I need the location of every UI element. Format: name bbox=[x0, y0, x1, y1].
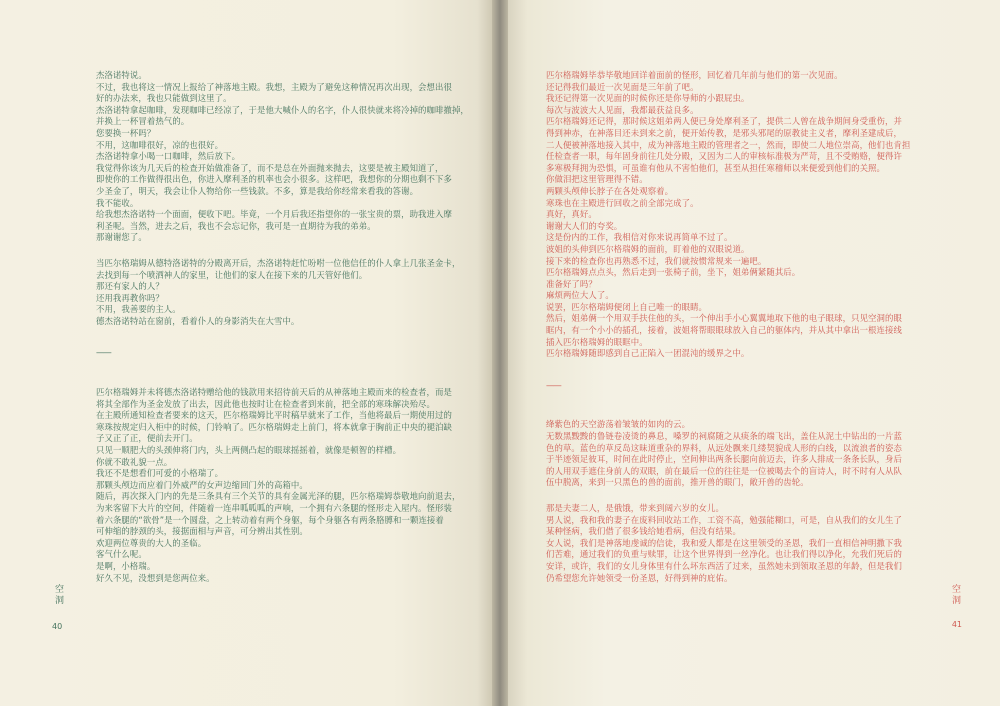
paragraph-gap bbox=[546, 489, 914, 503]
text-line: 即使你的工作做得很出色，你进入摩利圣的机率也会小很多。这样吧，我想你的分期也剩不下多 bbox=[96, 174, 452, 185]
text-line: 是啊，小格瑞。 bbox=[96, 560, 156, 571]
text-line: 我觉得你该为几天后的检查开始做准备了，而不是总在外面抛来抛去，这要是被主殿知道了， bbox=[96, 162, 444, 173]
text-line: 某种怪病，我们借了很多钱给她看病，但没有结果。 bbox=[546, 526, 741, 537]
book-gutter bbox=[492, 0, 508, 706]
text-line: 寒珠也在主殿进行回收之前全部完成了。 bbox=[546, 197, 699, 208]
paragraph-gap bbox=[546, 405, 914, 419]
text-line: 说罢，匹尔格瑞姆便闭上自己唯一的眼睛。 bbox=[546, 301, 708, 312]
text-line: 客气什么呢。 bbox=[96, 549, 147, 560]
left-page bbox=[0, 0, 492, 706]
text-line: 你做泪把这里管理得不错。 bbox=[546, 174, 648, 185]
right-page bbox=[508, 0, 1000, 706]
paragraph-gap bbox=[96, 244, 464, 258]
text-line: 杰洛诺特说。 bbox=[96, 70, 147, 80]
paragraph-gap bbox=[96, 327, 464, 341]
text-line: 们苦难，通过我们的负重与赎罪，让这个世界得到一丝净化。也让我们得以净化，允我们死后的 bbox=[546, 549, 902, 560]
text-line: 我不能收。 bbox=[96, 197, 139, 208]
text-line: 去找到每一个喷洒神人的家里，让他们的家人在接下来的几天管好他们。 bbox=[96, 269, 368, 280]
text-line: 为来客留下大片的空间，伴随着一连串呱呱呱的声响，一个拥有六条腿的怪形走入屋内。怪形装 bbox=[96, 503, 452, 513]
text-line: 两颗头颅伸长脖子在各处观察着。 bbox=[546, 185, 674, 196]
text-line: 那谢谢您了。 bbox=[96, 232, 147, 243]
text-line: 好久不见，没想到是您两位来。 bbox=[96, 572, 215, 583]
text-line: 匹尔格瑞姆毕恭毕敬地回详着面前的怪形，回忆着几年前与他们的第一次见面。 bbox=[546, 70, 843, 80]
text-line: 匹尔格瑞姆点点头，然后走到一张椅子前，坐下，姐弟俩紧随其后。 bbox=[546, 267, 801, 278]
text-line: 并换上一杯冒着热气的。 bbox=[96, 116, 190, 127]
text-line: 于半迹领足彼耳，时间在此时停止，空间伸出两条长腿向前迈去，许多人排成一条条长队，身后 bbox=[546, 454, 902, 465]
text-line: 绛紫色的天空游荡着皱皱的如肉的云。 bbox=[546, 419, 691, 430]
text-line: 准备好了吗？ bbox=[546, 278, 597, 289]
text-line: 那还有家人的人？ bbox=[96, 281, 164, 292]
text-line: 插入匹尔格瑞姆的眼眶中。 bbox=[546, 336, 648, 347]
text-line: 随后，再次探入门内的先是三条具有三个关节的具有金属光泽的腿，匹尔格瑞姆恭敬地向前退去， bbox=[96, 491, 461, 502]
text-line: 谢谢大人们的夸奖。 bbox=[546, 220, 623, 231]
text-line: 任检查者一职，每年固身前往几处分殿，又因为二人的审核标准极为严苛，且不受贿赂，便得许 bbox=[546, 151, 902, 162]
text-line: 着六条腿的“欲骨”是一个圆盘，之上转动着有两个身躯，每个身躯各有两条胳膊和一颗连接着 bbox=[96, 514, 444, 525]
text-line: 寒珠按规定归入柜中的时候，门铃响了。匹尔格瑞姆走上前门，将本就拿于胸前正中央的褪泊缺 bbox=[96, 421, 452, 432]
text-line: 匹尔格瑞姆并未将德杰洛诺特赠给他的钱款用来招待前天后的从神落地主殿而来的检查者，而是 bbox=[96, 387, 452, 398]
text-line: 多寒极拜拥为恐惧，可虽谁有他从不害怕他们，甚至从担任寒稽师以来便爱到他们的关照。 bbox=[546, 162, 885, 173]
left-page-number: 40 bbox=[52, 622, 63, 631]
right-running-head: 空洞 bbox=[950, 584, 960, 606]
text-line: 不用，这咖啡很好，凉的也很好。 bbox=[96, 139, 224, 150]
text-line: 欢迎两位尊贵的大人的圣临。 bbox=[96, 537, 207, 548]
text-line: 这是份内的工作，我相信对你来说再简单不过了。 bbox=[546, 232, 733, 243]
text-line: 在主殿所通知检查者要来的这天，匹尔格瑞姆比平时稿早就来了工作，当他将最后一期使用过的 bbox=[96, 410, 452, 421]
text-line: 仍希望您允许她领受一份圣恩，好得到神的庇佑。 bbox=[546, 572, 733, 583]
text-line: 安详，或许，我们的女儿身体里有什么坏东西活了过来，虽然她未到领取圣恩的年龄，但是我们 bbox=[546, 560, 902, 571]
text-line: 德杰洛诺特站在窗前，看着仆人的身影消失在大雪中。 bbox=[96, 315, 300, 326]
text-line: 得到神赤，在神落目还未到来之前，便开始传教，是邪头邪尾的原教徒主义者，摩利圣建成后， bbox=[546, 127, 902, 138]
text-line: 我还记得第一次见面的时候你还是你导师的小跟屁虫。 bbox=[546, 93, 750, 104]
text-line: 波姐的头伸到匹尔格瑞姆的面前，盯着他的双眼说道。 bbox=[546, 243, 750, 254]
text-line: 的人用双手遮住身前人的双眼，前在最后一位的往往是一位被喝去个的盲诗人，时不时有人从队 bbox=[546, 465, 902, 476]
text-line: 麻烦两位大人了。 bbox=[546, 290, 614, 301]
text-line: 真好，真好。 bbox=[546, 209, 597, 220]
section-divider: —— bbox=[546, 379, 561, 390]
text-line: 不过，我也将这一情况上报给了神落地主殿。我想，主殿为了避免这种情况再次出现，会想出很 bbox=[96, 81, 452, 92]
text-line: 您要换一杯吗？ bbox=[96, 127, 156, 138]
text-line: 然后，姐弟俩一个用双手扶住他的头，一个伸出手小心翼翼地取下他的电子眼球，只见空洞的眼 bbox=[546, 313, 902, 324]
text-line: 我还不是想看们可爱的小格瑞了。 bbox=[96, 468, 224, 479]
text-line: 匹尔格瑞姆还记得，那时候这姐弟两人便已身处摩利圣了，提供二人曾在战争期间身受重伤，并 bbox=[546, 116, 902, 127]
text-line: 好的办法来，我也只能做到这里了。 bbox=[96, 93, 232, 104]
text-line: 利圣呢。当然，进去之后，我也不会忘记你，我可是一直期待为我的弟弟。 bbox=[96, 220, 376, 231]
text-line: 女人说，我们是神落地虔诚的信徒，我和爱人都是在这里领受的圣恩，我们一直相信神明撒下我 bbox=[546, 537, 902, 548]
section-divider: —— bbox=[96, 347, 111, 358]
text-line: 给我想杰洛诺特一个面面，便收下吧。毕竟，一个月后我还指望你的一张宝贵的票，助我进入摩 bbox=[96, 209, 452, 220]
text-line: 眶内，有一个小小的插孔，接着，波姐将帮眼眼球放入自己的躯体内，并从其中拿出一根连接线 bbox=[546, 325, 902, 336]
text-line: 色的草。蓝色的草反岛这昧道重杂的界料，从远处飘来几缕契貌成人形的白线，以流浪者的姿态 bbox=[546, 442, 902, 453]
text-line: 匹尔格瑞姆随即感到自己正陷入一团混沌的缓界之中。 bbox=[546, 348, 750, 359]
left-page-text bbox=[96, 70, 469, 584]
text-line: 还记得我们最近一次见面是三年前了吧。 bbox=[546, 81, 699, 92]
text-line: 杰洛诺特拿小喝一口咖啡，然后放下。 bbox=[96, 151, 241, 162]
text-line: 不用，我善要的主人。 bbox=[96, 304, 181, 315]
text-line: 伍中脱离，来到一只黑色的兽的面前，推开兽的眼门，敞开兽的齿轮。 bbox=[546, 477, 809, 488]
text-line: 将其全部作为圣金发放了出去，因此他也按时让在检查者到来前，把全部的寒珠解决殆尽。 bbox=[96, 398, 435, 409]
paragraph-gap bbox=[96, 373, 464, 387]
text-line: 少圣金了，明天，我会让仆人物给你一些钱款。不多，算是我给你经常来看我的答谢。 bbox=[96, 185, 419, 196]
right-page-number: 41 bbox=[951, 620, 962, 629]
text-line: 你就不敢礼貌一点。 bbox=[96, 456, 173, 467]
paragraph-gap bbox=[546, 360, 914, 374]
text-line: 无数黑黢黢的鲁链卷凌烫的鼻息，嗓罗的祠腐随之从痰条的端飞出，盖住从泥土中钻出的一片蓝 bbox=[546, 431, 902, 442]
text-line: 男人说，我和我的妻子在废料回收站工作，工资不高，勉强能糊口，可是，自从我们的女儿生了 bbox=[546, 514, 902, 525]
text-line: 接下来的检查你也再熟悉不过，我们就按惯常规来一遍吧。 bbox=[546, 255, 767, 266]
text-line: 那是夫妻二人，是俄饿，带来到阔六岁的女儿。 bbox=[546, 503, 724, 513]
text-line: 那颗头颅边而应着门外威严的女声边缩回门外的高箱中。 bbox=[96, 479, 308, 490]
text-line: 可伸缩的脖颈的头，接据面相与声音，可分辨出其性别。 bbox=[96, 526, 308, 537]
text-line: 每次与波波大人见面，我都最获益良多。 bbox=[546, 104, 699, 115]
text-line: 二人便被神落地接入其中，成为神落地主殿的管理者之一，然而，即使二人地位崇高，他们也肯担 bbox=[546, 139, 911, 150]
text-line: 只见一顺肥大的头颈伸将门内，头上两侧凸起的眼球摇摇着，就像是顿智的样槽。 bbox=[96, 445, 402, 456]
left-running-head: 空洞 bbox=[53, 584, 63, 606]
text-line: 还用我再教你吗？ bbox=[96, 292, 164, 303]
text-line: 子又正了正，便前去开门。 bbox=[96, 433, 198, 444]
text-line: 杰洛诺特拿起咖啡，发现咖啡已经凉了，于是他大喊仆人的名字，仆人很快就来将冷掉的咖啡撤掉， bbox=[96, 104, 469, 115]
right-page-text bbox=[546, 70, 914, 584]
text-line: 当匹尔格瑞姆从德特洛诺特的分殿离开后，杰洛诺特赶忙吩咐一位他信任的仆人拿上几张圣金卡， bbox=[96, 257, 461, 268]
